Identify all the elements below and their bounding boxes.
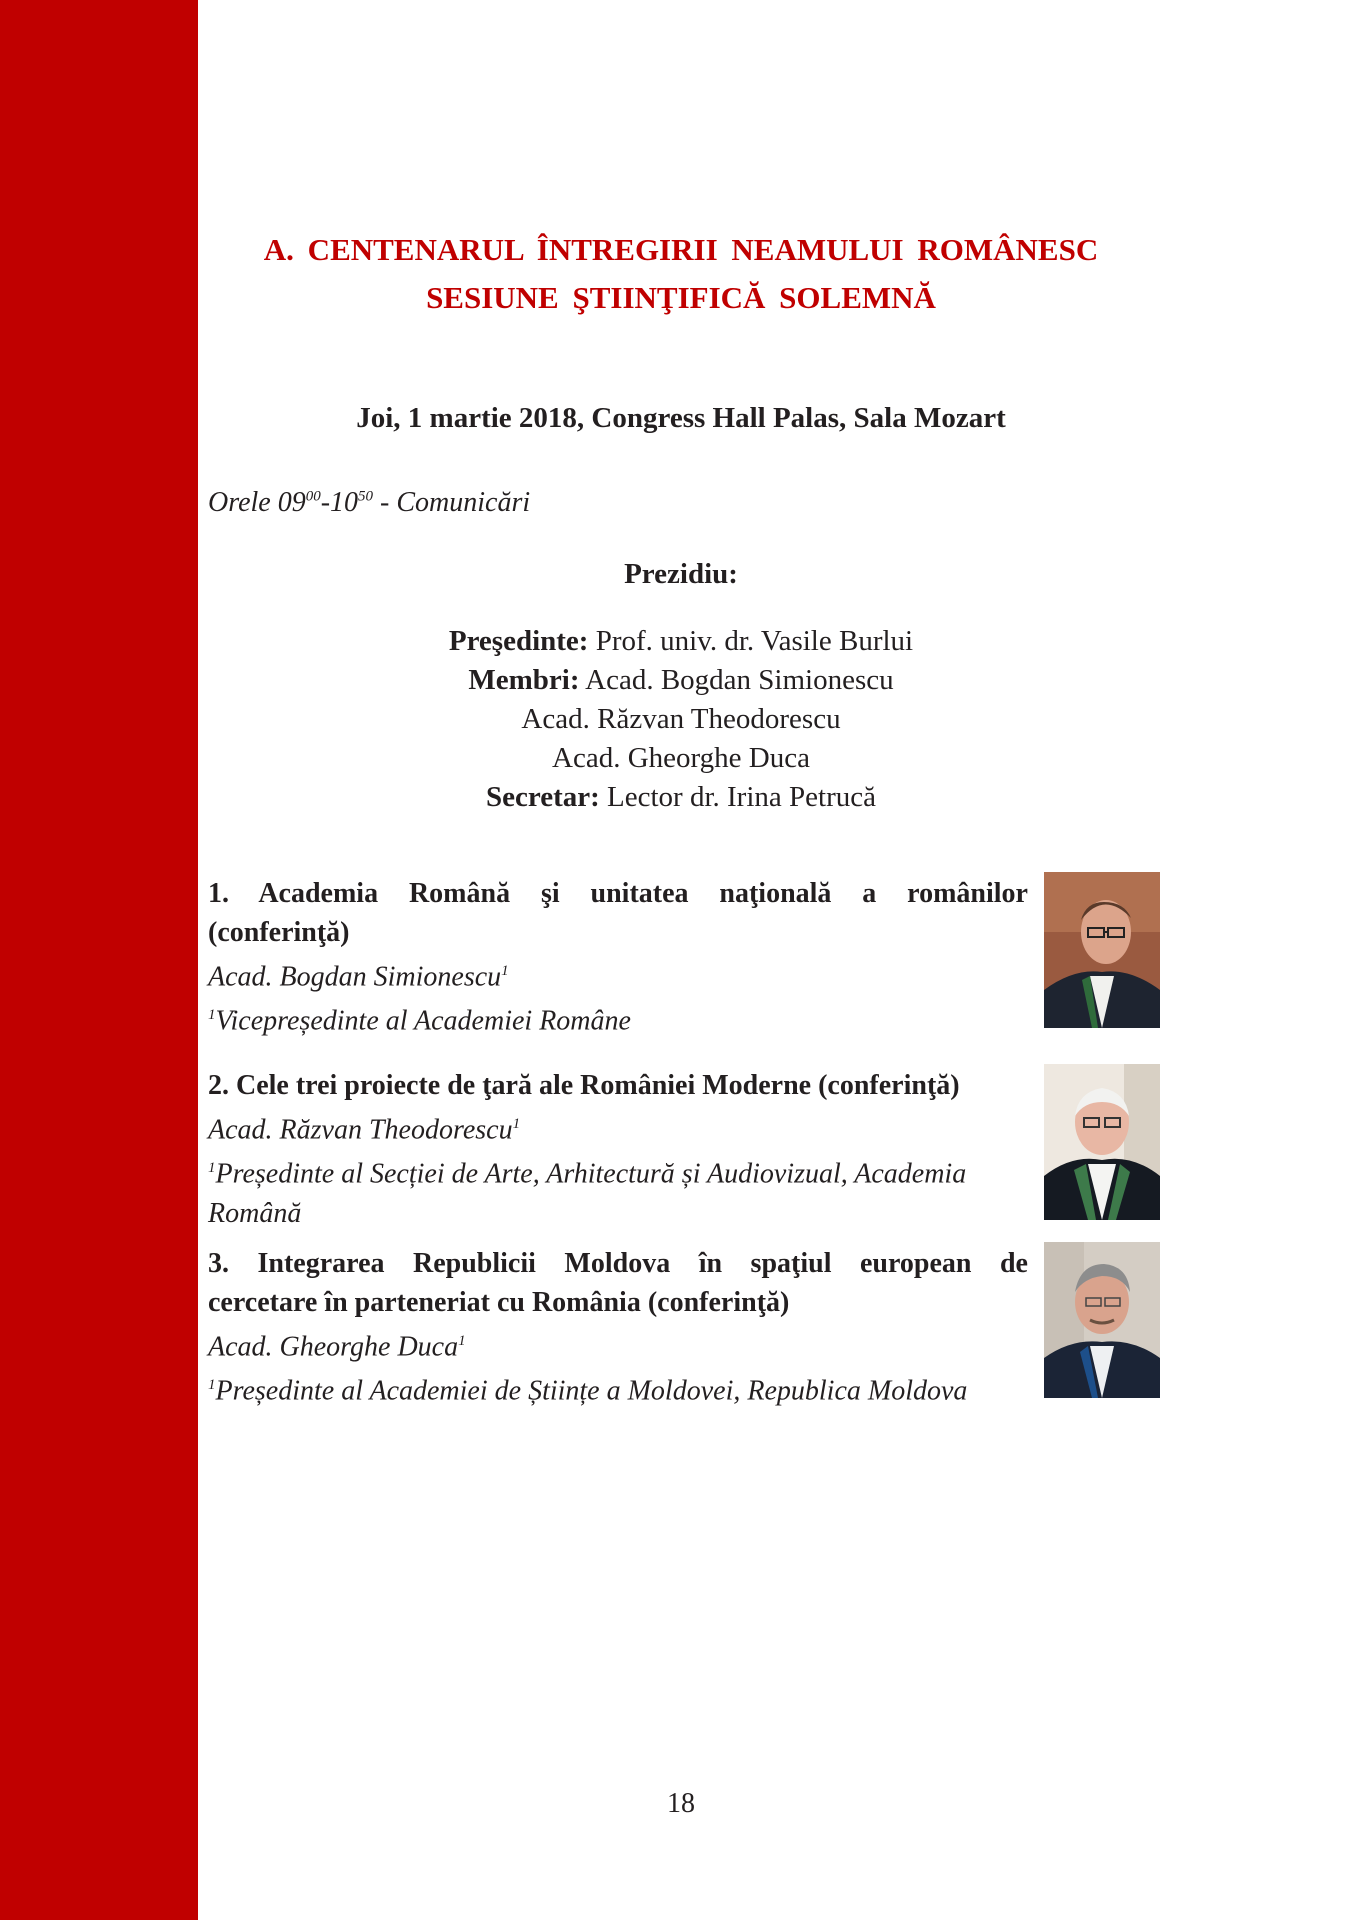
talk-title: 1. Academia Română şi unitatea naţională a românilor xyxy=(208,878,1028,909)
section-subtitle: SESIUNE ŞTIINŢIFICĂ SOLEMNĂ xyxy=(426,280,936,315)
page-content xyxy=(208,0,1362,1920)
talk-title: 2. Cele trei proiecte de ţară ale României Moderne (conferinţă) xyxy=(208,1070,960,1101)
presidium-member: Acad. Răzvan Theodorescu xyxy=(521,703,841,735)
talk-author: Acad. Răzvan Theodorescu$^1$ xyxy=(208,1114,521,1146)
talk-affiliation: $^1$Președinte al Academiei de Științe a Moldovei, Republica Moldova xyxy=(208,1375,968,1407)
speaker-photo xyxy=(1044,1242,1160,1398)
presidium-member: Membri: Acad. Bogdan Simionescu xyxy=(468,664,894,696)
section-title: A. CENTENARUL ÎNTREGIRII NEAMULUI ROMÂNESC xyxy=(263,232,1099,267)
session-date-location: Joi, 1 martie 2018, Congress Hall Palas, Sala Mozart xyxy=(356,402,1006,434)
talk-author: Acad. Gheorghe Duca$^1$ xyxy=(208,1331,466,1363)
talk-item xyxy=(208,874,1028,1041)
talk-affiliation: $^1$Vicepreședinte al Academiei Române xyxy=(208,1005,631,1037)
talk-item xyxy=(208,1244,1028,1411)
page-number: 18 xyxy=(667,1788,695,1819)
session-hours: Orele $09^{00}-10^{50}$ - Comunicări xyxy=(208,487,531,518)
talk-author: Acad. Bogdan Simionescu$^1$ xyxy=(208,961,509,993)
speaker-photo xyxy=(1044,1064,1160,1220)
talk-item xyxy=(208,1066,1028,1233)
speaker-photo xyxy=(1044,872,1160,1028)
talk-affiliation: $^1$Președinte al Secției de Arte, Arhitectură și Audiovizual, Academia Română xyxy=(208,1158,967,1229)
presidium-secretary: Secretar: Lector dr. Irina Petrucă xyxy=(486,781,876,813)
presidium-heading: Prezidiu: xyxy=(624,558,738,590)
talk-title: 3. Integrarea Republicii Moldova în spaţiul european de xyxy=(208,1248,1028,1279)
presidium-member: Acad. Gheorghe Duca xyxy=(552,742,810,774)
presidium-president: Preşedinte: Prof. univ. dr. Vasile Burlui xyxy=(448,625,914,657)
talk-title-continued: (conferinţă) xyxy=(208,917,350,948)
left-red-bar xyxy=(0,0,198,1920)
talk-title-continued: cercetare în parteneriat cu România (conferinţă) xyxy=(208,1287,790,1318)
